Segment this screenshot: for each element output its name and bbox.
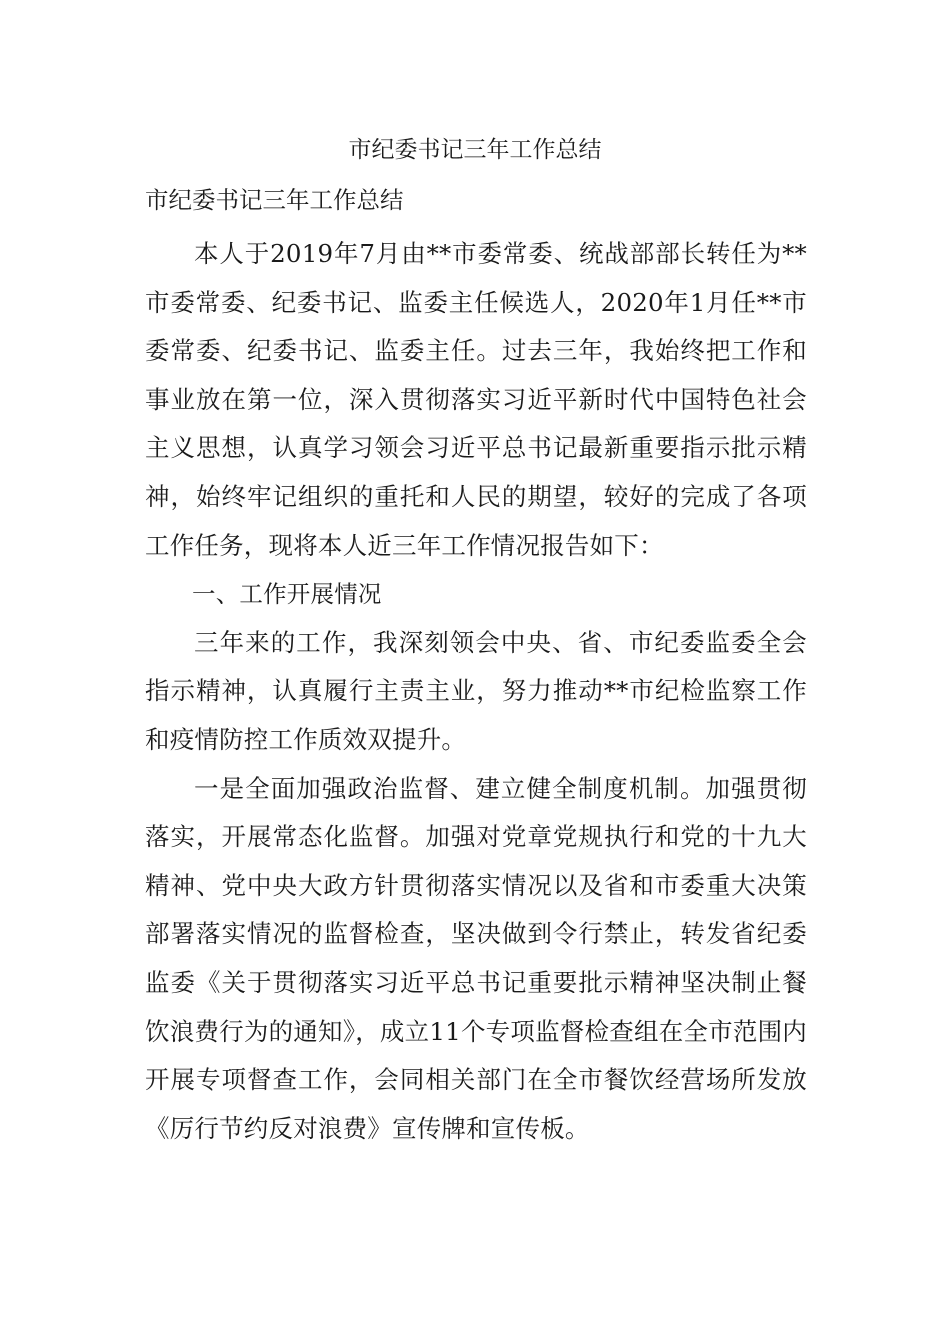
document-body bbox=[145, 230, 807, 1153]
paragraph-overview: 三年来的工作，我深刻领会中央、省、市纪委监委全会指示精神，认真履行主责主业，努力推动**市纪检监察工作和疫情防控工作质效双提升。 bbox=[145, 627, 807, 754]
section-heading: 一、工作开展情况 bbox=[192, 580, 382, 609]
document-subtitle: 市纪委书记三年工作总结 bbox=[145, 186, 404, 214]
document-title: 市纪委书记三年工作总结 bbox=[348, 137, 602, 163]
paragraph-intro: 本人于2019年7月由**市委常委、统战部部长转任为**市委常委、纪委书记、监委主任候选人，2020年1月任**市委常委、纪委书记、监委主任。过去三年，我始终把工作和事业放在第一位，深入贯彻落实习近平新时代中国特色社会主义思想，认真学习领会习近平总书记最新重要指示批示精神，始终牢记组织的重托和人民的期望，较好的完成了各项工作任务，现将本人近三年工作情况报告如下： bbox=[145, 239, 807, 560]
paragraph-point-one: 一是全面加强政治监督、建立健全制度机制。加强贯彻落实，开展常态化监督。加强对党章党规执行和党的十九大精神、党中央大政方针贯彻落实情况以及省和市委重大决策部署落实情况的监督检查，坚决做到令行禁止，转发省纪委监委《关于贯彻落实习近平总书记重要批示精神坚决制止餐饮浪费行为的通知》，成立11个专项监督检查组在全市范围内开展专项督查工作，会同相关部门在全市餐饮经营场所发放《厉行节约反对浪费》宣传牌和宣传板。 bbox=[145, 773, 807, 1143]
